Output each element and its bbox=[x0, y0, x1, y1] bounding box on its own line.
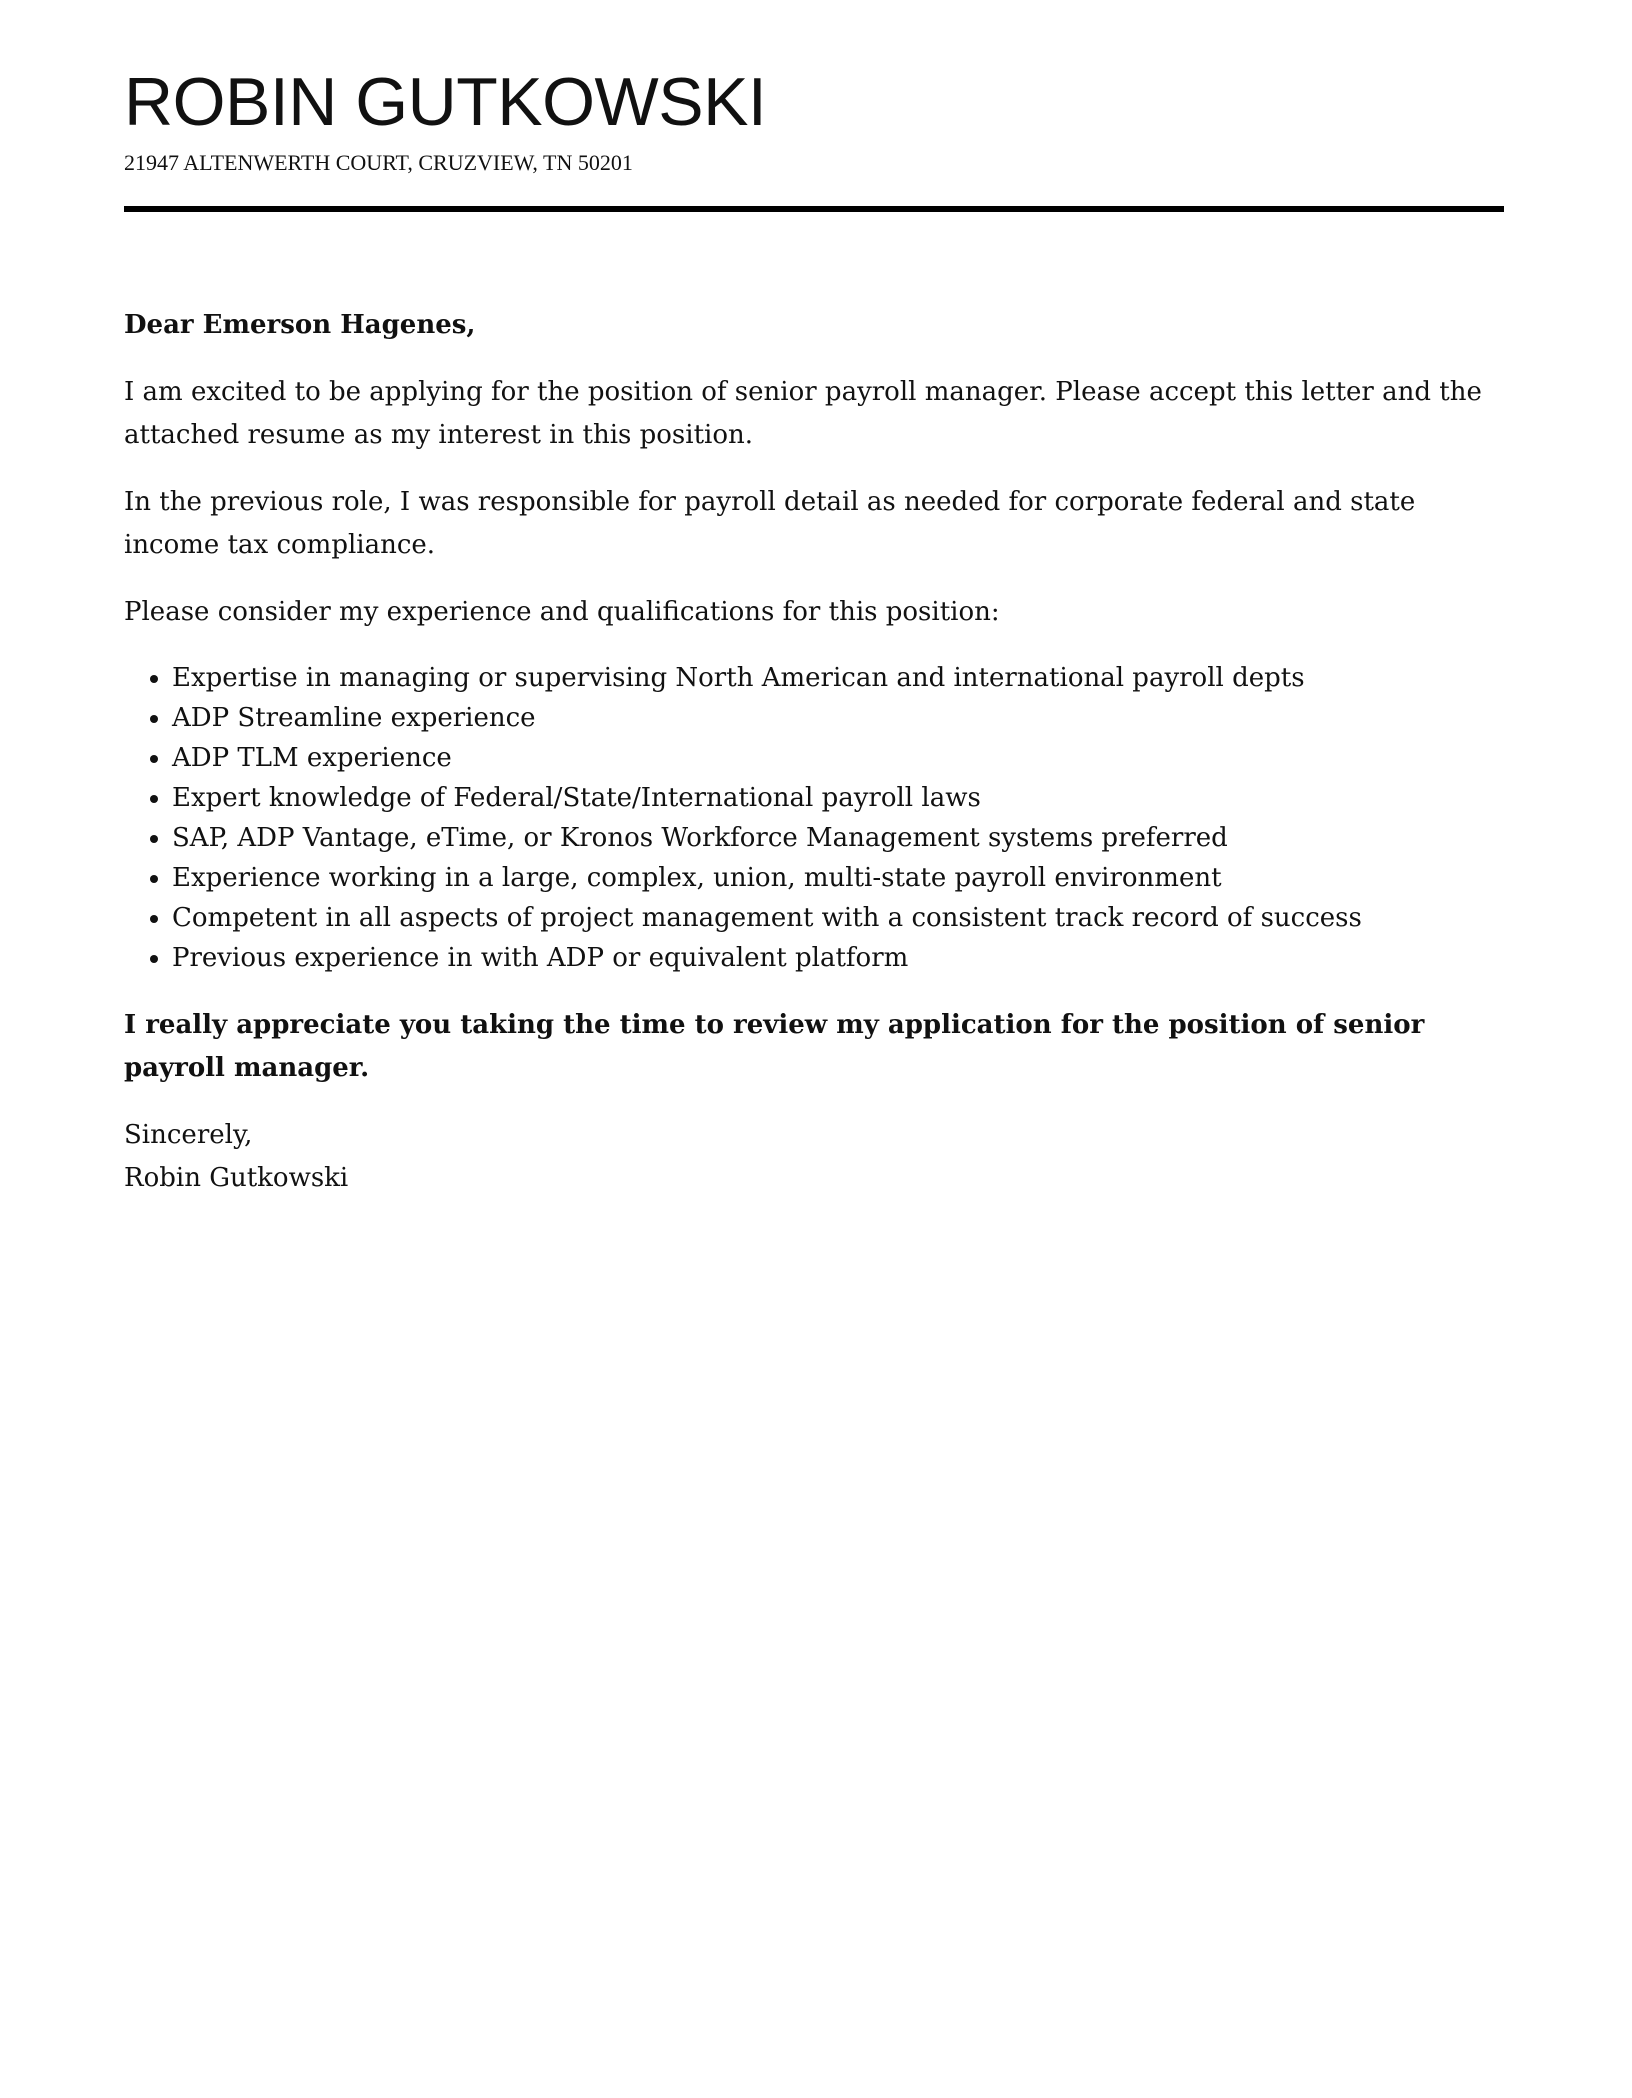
list-item: • Expertise in managing or supervising North American and international payroll depts bbox=[172, 658, 1504, 698]
signature: Robin Gutkowski bbox=[124, 1163, 349, 1193]
experience-paragraph: In the previous role, I was responsible for payroll detail as needed for corporate federal and state income tax compliance. bbox=[124, 487, 1416, 560]
closing-paragraph: I really appreciate you taking the time to review my application for the position of senior payroll manager. bbox=[124, 1010, 1425, 1083]
signoff: Sincerely, bbox=[124, 1120, 253, 1150]
greeting: Dear Emerson Hagenes, bbox=[124, 310, 476, 340]
list-item: • SAP, ADP Vantage, eTime, or Kronos Workforce Management systems preferred bbox=[172, 818, 1504, 858]
qualifications-list bbox=[124, 658, 1504, 978]
signoff-block bbox=[124, 1114, 1504, 1200]
list-item: • ADP TLM experience bbox=[172, 738, 1504, 778]
letter-body bbox=[124, 304, 1504, 1200]
intro-paragraph: I am excited to be applying for the position of senior payroll manager. Please accept this letter and the attached resume as my interest in this position. bbox=[124, 377, 1482, 450]
list-item: • ADP Streamline experience bbox=[172, 698, 1504, 738]
applicant-name: ROBIN GUTKOWSKI bbox=[124, 64, 767, 140]
qualifications-intro: Please consider my experience and qualifications for this position: bbox=[124, 597, 1000, 627]
applicant-address: 21947 ALTENWERTH COURT, CRUZVIEW, TN 50201 bbox=[124, 150, 633, 175]
header-divider bbox=[124, 206, 1504, 212]
list-item: • Expert knowledge of Federal/State/International payroll laws bbox=[172, 778, 1504, 818]
list-item: • Competent in all aspects of project management with a consistent track record of success bbox=[172, 898, 1504, 938]
list-item: • Experience working in a large, complex, union, multi-state payroll environment bbox=[172, 858, 1504, 898]
list-item: • Previous experience in with ADP or equivalent platform bbox=[172, 938, 1504, 978]
